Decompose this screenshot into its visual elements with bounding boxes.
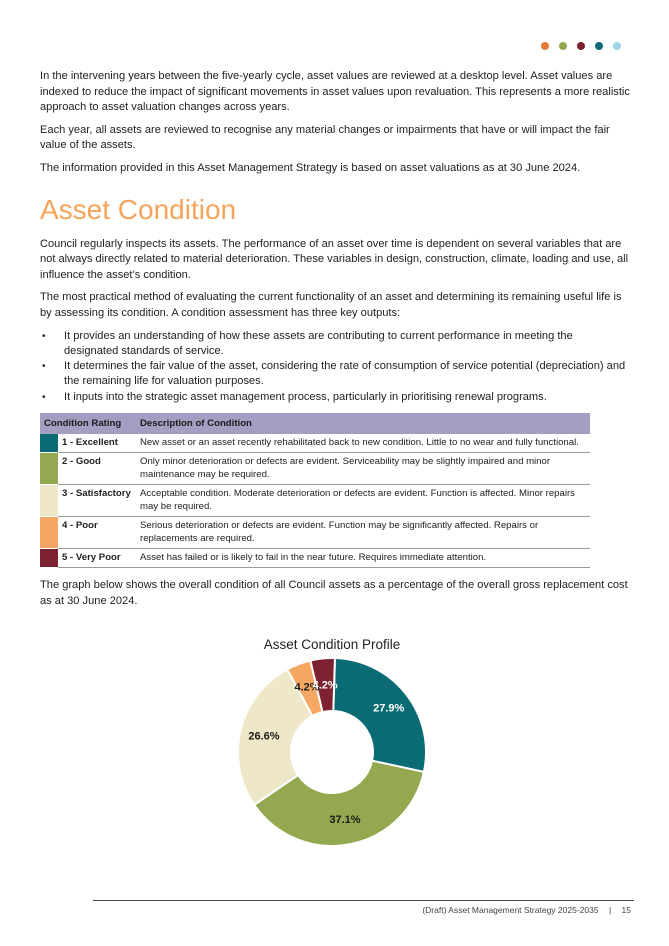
condition-rating-table xyxy=(40,413,590,568)
decor-dot-orange xyxy=(541,42,549,50)
list-item-text: It inputs into the strategic asset management process, particularly in prioritising renewal programs. xyxy=(64,390,547,403)
list-item-text: It provides an understanding of how these assets are contributing to current performance in meeting the designated standards of service. xyxy=(64,329,573,357)
table-row xyxy=(40,453,590,485)
list-item xyxy=(40,390,630,405)
footer-separator: | xyxy=(608,905,612,915)
decor-dot-teal xyxy=(595,42,603,50)
asset-condition-chart xyxy=(220,632,450,862)
decor-dot-green xyxy=(559,42,567,50)
slice-value-label: 4.2% xyxy=(312,679,338,692)
decor-dot-maroon xyxy=(577,42,585,50)
rating-description: Only minor deterioration or defects are evident. Serviceability may be slightly impaired and minor maintenance may be required. xyxy=(136,453,590,485)
footer xyxy=(422,905,631,915)
rating-color-swatch xyxy=(40,517,58,549)
list-item xyxy=(40,359,630,390)
table-row xyxy=(40,517,590,549)
rating-color-swatch xyxy=(40,485,58,517)
bullet-glyph: • xyxy=(42,330,46,342)
rating-description: Serious deterioration or defects are evident. Function may be significantly affected. Repairs or replacements are required. xyxy=(136,517,590,549)
paragraph-valuation-index: In the intervening years between the five-yearly cycle, asset values are reviewed at a desktop level. Asset values are indexed to reduce the impact of significant movements in asset values upon revaluation. This represents a more realistic approach to asset valuation changes across years. xyxy=(40,70,630,114)
footer-doc-title: (Draft) Asset Management Strategy 2025-2035 xyxy=(422,905,599,915)
paragraph-evaluation-method: The most practical method of evaluating the current functionality of an asset and determining its remaining useful life is by assessing its condition. A condition assessment has three key outputs: xyxy=(40,291,622,319)
paragraph-annual-review: Each year, all assets are reviewed to recognise any material changes or impairments that have or will impact the fair value of the assets. xyxy=(40,123,610,152)
header-condition-rating: Condition Rating xyxy=(40,413,136,434)
bullet-glyph: • xyxy=(42,361,46,373)
rating-label: 5 - Very Poor xyxy=(58,549,136,568)
header-description: Description of Condition xyxy=(136,413,590,434)
rating-description: Acceptable condition. Moderate deterioration or defects are evident. Function is affected. Minor repairs may be required. xyxy=(136,485,590,517)
rating-color-swatch xyxy=(40,549,58,568)
table-row xyxy=(40,434,590,453)
paragraph-graph-intro: The graph below shows the overall condition of all Council assets as a percentage of the overall gross replacement cost as at 30 June 2024. xyxy=(40,579,628,607)
list-item xyxy=(40,329,630,360)
bullet-glyph: • xyxy=(42,391,46,403)
rating-label: 1 - Excellent xyxy=(58,434,136,453)
table-row xyxy=(40,485,590,517)
slice-value-label: 4.2% xyxy=(294,681,320,694)
rating-label: 2 - Good xyxy=(58,453,136,485)
donut-chart-svg xyxy=(220,632,450,862)
rating-description: New asset or an asset recently rehabilitated back to new condition. Little to no wear and fully functional. xyxy=(136,434,590,453)
page-number: 15 xyxy=(621,905,631,915)
list-item-text: It determines the fair value of the asset, considering the rate of consumption of service potential (depreciation) and the remaining life for valuation purposes. xyxy=(64,360,626,388)
footer-divider xyxy=(93,900,634,901)
slice-value-label: 37.1% xyxy=(329,813,361,826)
chart-slice xyxy=(333,658,426,772)
slice-value-label: 26.6% xyxy=(248,730,280,743)
rating-label: 4 - Poor xyxy=(58,517,136,549)
paragraph-valuation-date: The information provided in this Asset Management Strategy is based on asset valuations as at 30 June 2024. xyxy=(40,161,581,174)
rating-description: Asset has failed or is likely to fail in the near future. Requires immediate attention. xyxy=(136,549,590,568)
rating-label: 3 - Satisfactory xyxy=(58,485,136,517)
section-heading: Asset Condition xyxy=(40,193,237,225)
key-outputs-list xyxy=(40,329,630,405)
rating-color-swatch xyxy=(40,453,58,485)
paragraph-inspections: Council regularly inspects its assets. The performance of an asset over time is dependent on several variables that are not always directly related to material deterioration. These variables in design, construction, climate, loading and use, all influence the asset’s condition. xyxy=(40,237,629,281)
chart-title: Asset Condition Profile xyxy=(263,637,401,652)
decor-dot-lightblue xyxy=(613,42,621,50)
table-header-row xyxy=(40,413,590,434)
slice-value-label: 27.9% xyxy=(373,702,405,715)
rating-color-swatch xyxy=(40,434,58,453)
decorative-dots xyxy=(541,42,621,50)
table-row xyxy=(40,549,590,568)
page-content xyxy=(40,69,630,616)
